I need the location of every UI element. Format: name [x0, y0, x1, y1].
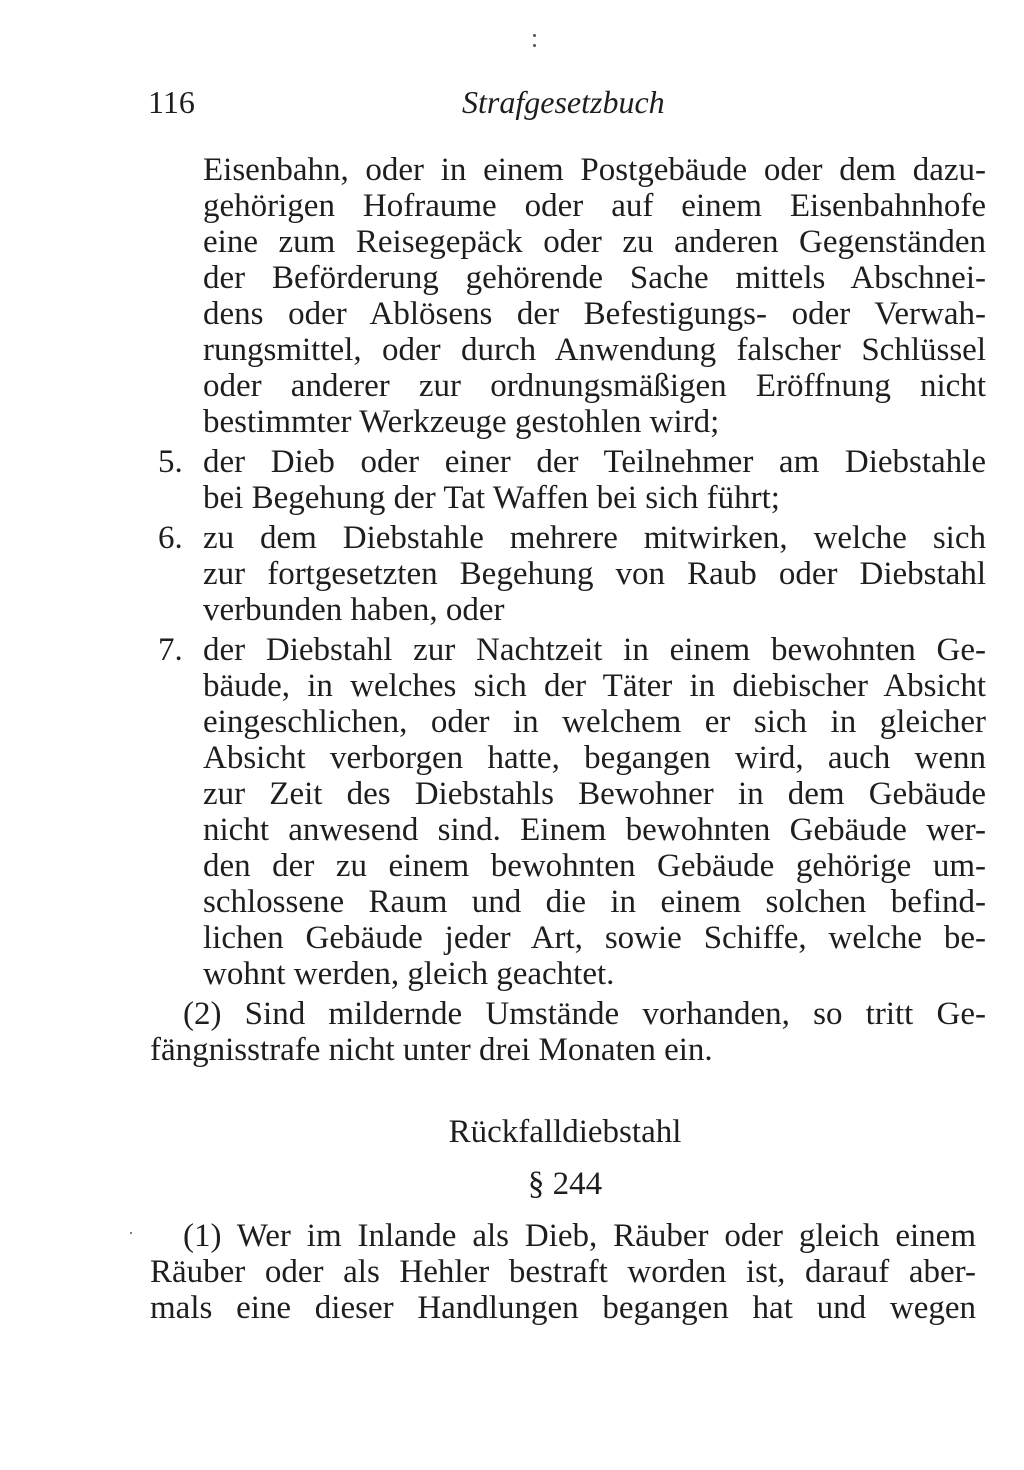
scan-speck — [130, 1232, 132, 1234]
text-line: (1) Wer im Inlande als Dieb, Räuber oder gleich einem — [183, 1218, 976, 1254]
text-line: bäude, in welches sich der Täter in diebischer Absicht — [203, 668, 986, 704]
text-line: Absicht verborgen hatte, begangen wird, auch wenn — [203, 740, 986, 776]
text-line: dens oder Ablösens der Befestigungs- oder Verwah- — [203, 296, 986, 332]
text-line: gehörigen Hofraume oder auf einem Eisenbahnhofe — [203, 188, 986, 224]
text-line: wohnt werden, gleich geachtet. — [203, 956, 615, 992]
text-line: eine zum Reisegepäck oder zu anderen Gegenständen — [203, 224, 986, 260]
section-number: § 244 — [527, 1166, 603, 1202]
text-line: eingeschlichen, oder in welchem er sich in gleicher — [203, 704, 986, 740]
text-line: Eisenbahn, oder in einem Postgebäude oder dem dazu- — [203, 152, 986, 188]
text-line: nicht anwesend sind. Einem bewohnten Gebäude wer- — [203, 812, 986, 848]
text-line: der Dieb oder einer der Teilnehmer am Diebstahle — [203, 444, 986, 480]
text-line: zur fortgesetzten Begehung von Raub oder Diebstahl — [203, 556, 986, 592]
text-line: Räuber oder als Hehler bestraft worden ist, darauf aber- — [150, 1254, 976, 1290]
list-item-number: 7. — [158, 632, 183, 668]
text-line: zur Zeit des Diebstahls Bewohner in dem Gebäude — [203, 776, 986, 812]
running-title: Strafgesetzbuch — [462, 84, 665, 120]
scan-speck — [533, 44, 536, 47]
text-line: rungsmittel, oder durch Anwendung falscher Schlüssel — [203, 332, 986, 368]
text-line: bei Begehung der Tat Waffen bei sich führt; — [203, 480, 780, 516]
section-title: Rückfalldiebstahl — [448, 1114, 682, 1150]
page-number: 116 — [148, 84, 195, 120]
text-line: mals eine dieser Handlungen begangen hat und wegen — [150, 1290, 976, 1326]
text-line: schlossene Raum und die in einem solchen befind- — [203, 884, 986, 920]
text-line: den der zu einem bewohnten Gebäude gehörige um- — [203, 848, 986, 884]
text-line: der Beförderung gehörende Sache mittels Abschnei- — [203, 260, 986, 296]
text-line: oder anderer zur ordnungsmäßigen Eröffnung nicht — [203, 368, 986, 404]
text-line: fängnisstrafe nicht unter drei Monaten ein. — [150, 1032, 713, 1068]
scan-speck — [533, 34, 536, 37]
text-line: lichen Gebäude jeder Art, sowie Schiffe, welche be- — [203, 920, 986, 956]
text-line: bestimmter Werkzeuge gestohlen wird; — [203, 404, 720, 440]
text-line: zu dem Diebstahle mehrere mitwirken, welche sich — [203, 520, 986, 556]
text-line: (2) Sind mildernde Umstände vorhanden, so tritt Ge- — [183, 996, 986, 1032]
list-item-number: 5. — [158, 444, 183, 480]
text-line: der Diebstahl zur Nachtzeit in einem bewohnten Ge- — [203, 632, 986, 668]
list-item-number: 6. — [158, 520, 183, 556]
text-line: verbunden haben, oder — [203, 592, 505, 628]
